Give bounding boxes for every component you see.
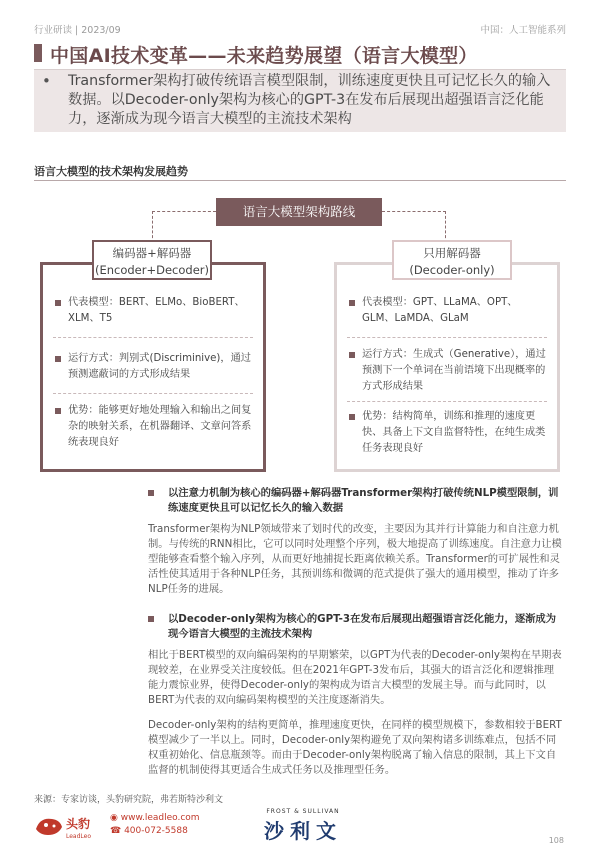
- summary-box: [34, 70, 566, 132]
- bullet-square-icon: [55, 408, 61, 414]
- header-line-2: (Decoder-only): [409, 263, 495, 277]
- summary-text: Transformer架构打破传统语言模型限制，训练速度更快且可记忆长久的输入数据。以Decoder-only架构为核心的GPT-3在发布后展现出超强语言泛化能力，逐渐成为现今语言大模型的主流技术架构: [68, 73, 551, 127]
- footer-contact: [110, 812, 200, 838]
- item-text: 优势：能够更好地处理输入和输出之间复杂的映射关系，在机器翻译、文章问答系统表现良好: [68, 405, 252, 448]
- decoder-only-column: [334, 262, 560, 472]
- item-text: 运行方式：判别式(Discriminive)，通过预测遮蔽词的方式形成结果: [68, 353, 251, 380]
- header-line-1: 只用解码器: [423, 246, 481, 260]
- summary-bullet: •: [42, 72, 51, 90]
- item-divider: [53, 393, 253, 394]
- encoder-decoder-header: [92, 240, 212, 280]
- item-text: 代表模型：BERT、ELMo、BioBERT、XLM、T5: [68, 297, 245, 324]
- bullet-square-icon: [349, 352, 355, 358]
- body-paragraph-1: Transformer架构为NLP领域带来了划时代的改变，主要因为其并行计算能力和自注意力机制。与传统的RNN相比，它可以同时处理整个序列，极大地提高了训练速度。自注意力让模型能够查看整个输入序列，从而更好地捕捉长距离依赖关系。Transformer的可扩展性和灵活性使其适用于各种NLP任务，其预训练和微调的范式提供了强大的通用模型，推动了许多NLP任务的进展。: [148, 523, 562, 595]
- frost-sullivan-logo: [246, 808, 360, 843]
- encoder-decoder-column: [40, 262, 266, 472]
- bullet-square-icon: [349, 300, 355, 306]
- header-right: 中国：人工智能系列: [480, 25, 566, 36]
- page-title: 中国AI技术变革——未来趋势展望（语言大模型）: [50, 45, 478, 67]
- body-paragraph-3: Decoder-only架构的结构更简单，推理速度更快，在同样的模型规模下，参数相较于BERT模型减少了一半以上。同时，Decoder-only架构避免了双向架构诸多训练难点，包括不同权重初始化、信息瓶颈等。而由于Decoder-only架构脱离了输入信息的限制，其上下文自监督的机制使得其更适合生成式任务以及推理型任务。: [148, 719, 562, 776]
- connector-left: [152, 211, 216, 243]
- item-text: 代表模型：GPT、LLaMA、OPT、GLM、LaMDA、GLaM: [362, 297, 518, 324]
- globe-icon: ◉: [110, 813, 121, 823]
- heading-text: 以Decoder-only架构为核心的GPT-3在发布后展现出超强语言泛化能力，逐渐成为现今语言大模型的主流技术架构: [168, 613, 557, 640]
- section-label: 语言大模型的技术架构发展趋势: [34, 165, 188, 178]
- body-paragraph-2: 相比于BERT模型的双向编码架构的早期繁荣，以GPT为代表的Decoder-only架构在早期表现较差，在业界受关注度较低。但在2021年GPT-3发布后，其强大的语言泛化和逻辑推理能力震惊业界，使得Decoder-only的架构成为语言大模型的发展主导。而与此同时，以BERT为代表的双向编码架构模型的关注度逐渐消失。: [148, 649, 562, 706]
- bullet-square-icon: [148, 490, 154, 496]
- heading-text: 以注意力机制为核心的编码器+解码器Transformer架构打破传统NLP模型限制，训练速度更快且可以记忆长久的输入数据: [168, 487, 559, 514]
- partner-name-cn: 沙利文: [264, 819, 342, 843]
- bullet-square-icon: [55, 300, 61, 306]
- diagram-root: 语言大模型架构路线: [216, 198, 382, 226]
- leadleo-logo: [34, 811, 106, 841]
- section-divider: [34, 180, 566, 181]
- website-link[interactable]: www.leadleo.com: [120, 813, 200, 823]
- phone-number: 400-072-5588: [124, 826, 188, 836]
- item-text: 运行方式：生成式（Generative），通过预测下一个单词在当前语境下出现概率的方式形成结果: [362, 349, 546, 392]
- bullet-square-icon: [148, 616, 154, 622]
- header-line-1: 编码器+解码器: [112, 246, 192, 260]
- page-number: 108: [548, 836, 564, 845]
- page-header: [0, 0, 600, 36]
- source-note: 来源：专家访谈，头豹研究院，弗若斯特沙利文: [34, 795, 224, 805]
- connector-right: [382, 211, 446, 243]
- phone-icon: ☎: [110, 826, 125, 836]
- item-divider: [53, 337, 253, 338]
- header-line-2: (Encoder+Decoder): [94, 263, 210, 277]
- item-text: 优势：结构简单，训练和推理的速度更快、具备上下文自监督特性，在纯生成类任务表现良好: [362, 411, 546, 454]
- page-title-row: [34, 41, 566, 65]
- bullet-square-icon: [55, 356, 61, 362]
- bullet-square-icon: [349, 414, 355, 420]
- decoder-only-header: [392, 240, 512, 280]
- title-accent-bar: [34, 44, 42, 62]
- brand-name-en: LeadLeo: [66, 833, 92, 840]
- partner-name-en: FROST & SULLIVAN: [266, 808, 340, 815]
- brand-name: 头豹: [66, 817, 91, 831]
- item-divider: [347, 401, 547, 402]
- header-left: 行业研读 | 2023/09: [34, 25, 121, 36]
- item-divider: [347, 337, 547, 338]
